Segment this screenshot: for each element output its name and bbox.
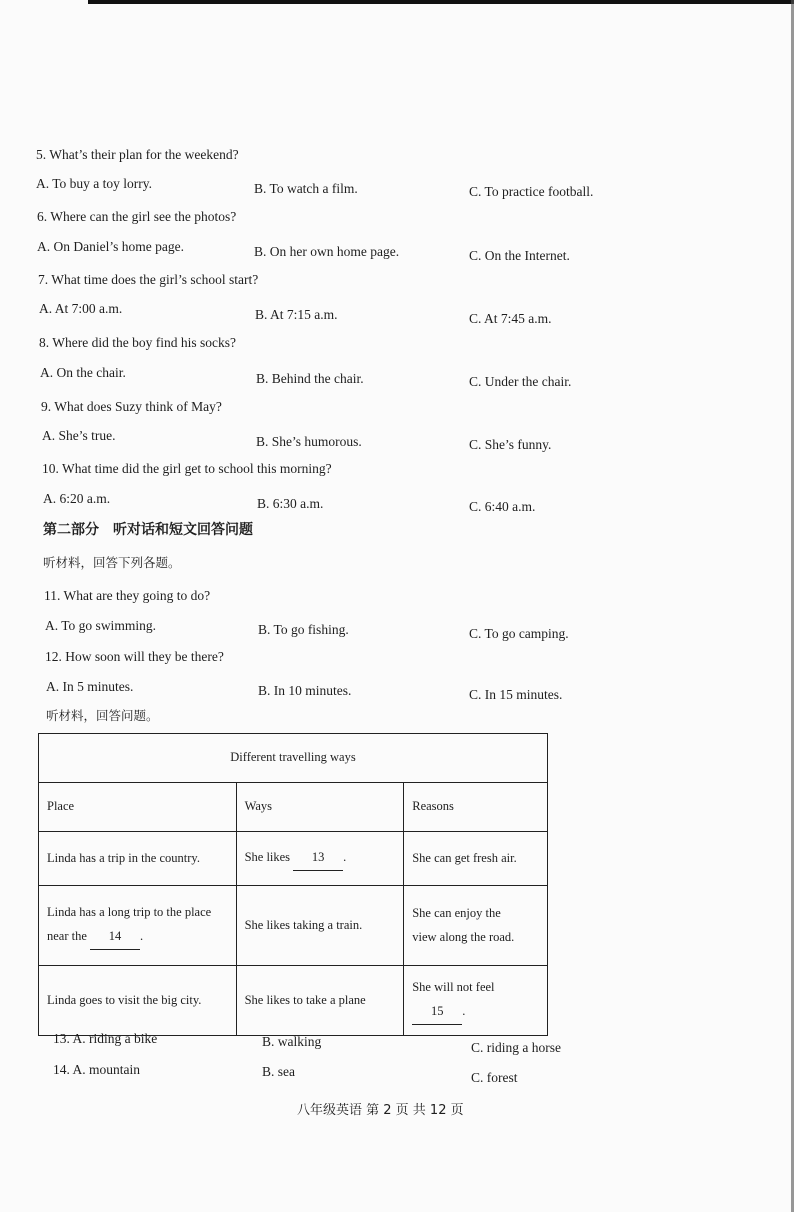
question-text: What time did the girl get to school this morning? [62, 461, 332, 476]
instruction-text: 听材料，回答问题。 [46, 708, 159, 723]
instruction-text: 听材料，回答下列各题。 [43, 555, 181, 570]
table-title: Different travelling ways [39, 734, 548, 783]
option-13c: C. riding a horse [471, 1040, 561, 1055]
option-10c: C. 6:40 a.m. [469, 499, 536, 514]
question-number: 6. [37, 209, 48, 224]
question-text: What time does the girl’s school start? [51, 272, 259, 287]
question-14 [53, 1063, 140, 1077]
question-text: What are they going to do? [63, 588, 211, 603]
header-place: Place [39, 783, 237, 832]
question-number: 9. [41, 399, 52, 414]
question-number: 14. [53, 1062, 70, 1077]
answer-blank-14: 14 [90, 925, 140, 950]
option-5b: B. To watch a film. [254, 181, 358, 196]
table-title-row [39, 734, 548, 783]
question-text: How soon will they be there? [65, 649, 224, 664]
option-14b: B. sea [262, 1064, 295, 1079]
option-6a: A. On Daniel’s home page. [37, 239, 184, 254]
option-9c: C. She’s funny. [469, 437, 552, 452]
question-9 [41, 400, 222, 414]
question-text: Where did the boy find his socks? [52, 335, 236, 350]
cell-place: Linda goes to visit the big city. [39, 966, 237, 1036]
question-12 [45, 650, 224, 664]
table-row [39, 832, 548, 886]
question-number: 10. [42, 461, 59, 476]
question-8 [39, 336, 236, 350]
section-heading: 第二部分 听对话和短文回答问题 [43, 522, 253, 538]
question-number: 7. [38, 272, 49, 287]
option-5c: C. To practice football. [469, 184, 594, 199]
option-7a: A. At 7:00 a.m. [39, 301, 123, 316]
option-8a: A. On the chair. [40, 365, 126, 380]
option-9b: B. She’s humorous. [256, 434, 362, 449]
top-border-line [88, 0, 794, 4]
cell-place: Linda has a trip in the country. [39, 832, 237, 886]
option-12a: A. In 5 minutes. [46, 679, 134, 694]
option-8c: C. Under the chair. [469, 374, 572, 389]
header-reasons: Reasons [404, 783, 548, 832]
option-11a: A. To go swimming. [45, 618, 156, 633]
cell-ways: She likes taking a train. [236, 886, 404, 966]
option-6b: B. On her own home page. [254, 244, 400, 259]
question-number: 11. [44, 588, 61, 603]
question-11 [44, 589, 210, 603]
question-number: 8. [39, 335, 50, 350]
option-12c: C. In 15 minutes. [469, 687, 563, 702]
option-9a: A. She’s true. [42, 428, 116, 443]
question-5 [36, 148, 239, 162]
option-5a: A. To buy a toy lorry. [36, 176, 153, 191]
table-header-row [39, 783, 548, 832]
page-footer: 八年级英语 第 2 页 共 12 页 [297, 1103, 464, 1118]
option-10a: A. 6:20 a.m. [43, 491, 111, 506]
travelling-ways-table [38, 733, 548, 1036]
option-14a: A. mountain [72, 1062, 141, 1077]
header-ways: Ways [236, 783, 404, 832]
question-text: What’s their plan for the weekend? [49, 147, 239, 162]
table-row [39, 966, 548, 1036]
option-10b: B. 6:30 a.m. [257, 496, 324, 511]
option-11b: B. To go fishing. [258, 622, 349, 637]
question-number: 12. [45, 649, 62, 664]
option-7b: B. At 7:15 a.m. [255, 307, 338, 322]
question-number: 13. [53, 1031, 70, 1046]
question-13 [53, 1032, 157, 1046]
question-number: 5. [36, 147, 47, 162]
cell-ways: She likes 13 . [236, 832, 404, 886]
table-row [39, 886, 548, 966]
option-13a: A. riding a bike [72, 1031, 158, 1046]
option-13b: B. walking [262, 1034, 322, 1049]
cell-ways: She likes to take a plane [236, 966, 404, 1036]
option-8b: B. Behind the chair. [256, 371, 364, 386]
question-10 [42, 462, 332, 476]
option-6c: C. On the Internet. [469, 248, 570, 263]
question-7 [38, 273, 258, 287]
question-text: What does Suzy think of May? [54, 399, 222, 414]
cell-reasons: She can enjoy the view along the road. [404, 886, 548, 966]
cell-place: Linda has a long trip to the place near the 14 . [39, 886, 237, 966]
option-7c: C. At 7:45 a.m. [469, 311, 552, 326]
answer-blank-13: 13 [293, 846, 343, 871]
cell-reasons: She will not feel 15 . [404, 966, 548, 1036]
question-text: Where can the girl see the photos? [50, 209, 237, 224]
option-14c: C. forest [471, 1070, 518, 1085]
answer-blank-15: 15 [412, 1000, 462, 1025]
cell-reasons: She can get fresh air. [404, 832, 548, 886]
question-6 [37, 210, 236, 224]
option-12b: B. In 10 minutes. [258, 683, 352, 698]
option-11c: C. To go camping. [469, 626, 569, 641]
